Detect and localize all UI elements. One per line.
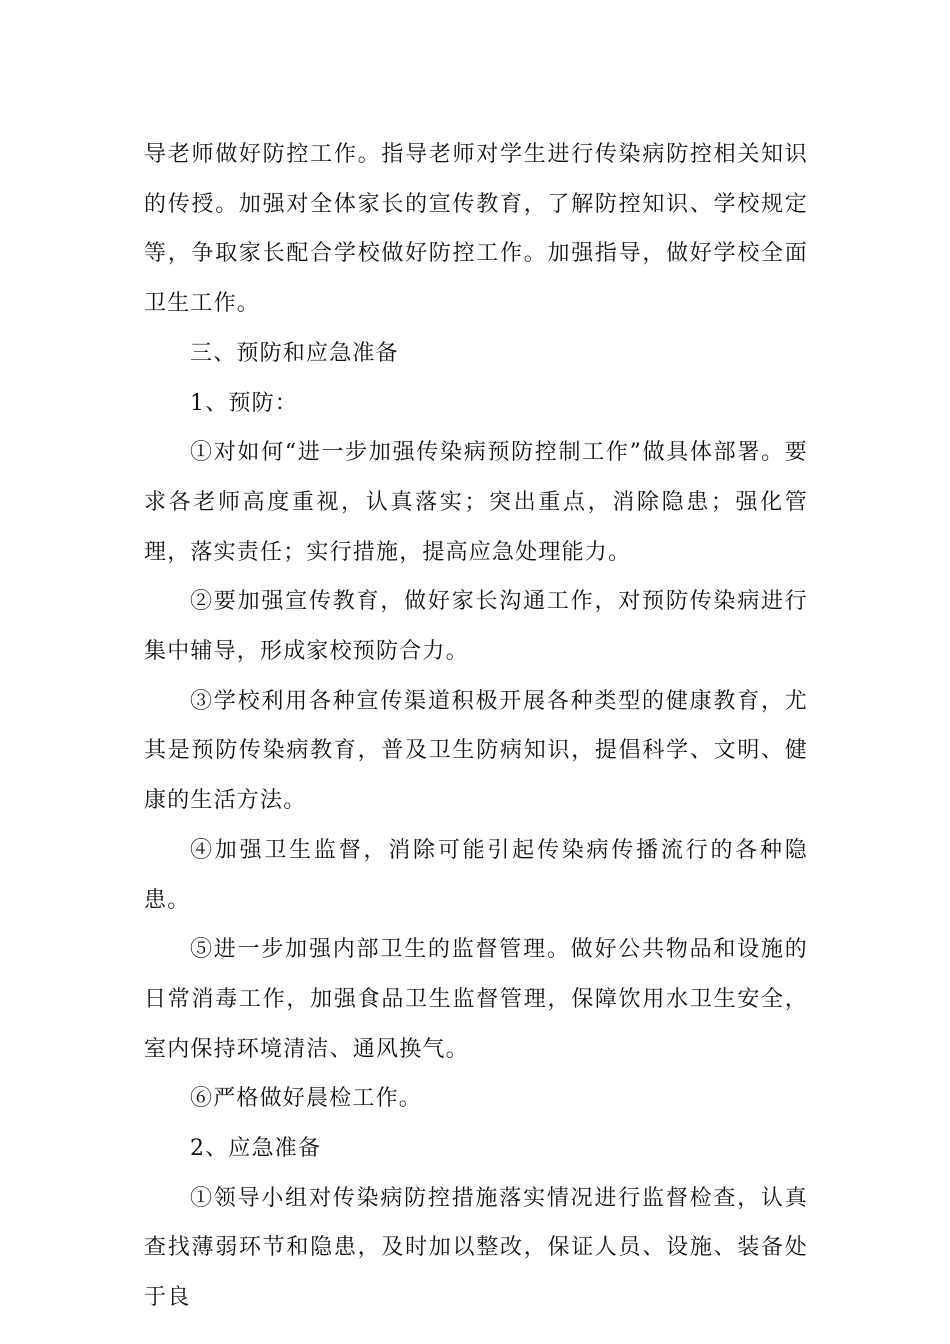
paragraph-item-5: ⑤进一步加强内部卫生的监督管理。做好公共物品和设施的日常消毒工作，加强食品卫生监督管理，保障饮用水卫生安全，室内保持环境清洁、通风换气。: [144, 937, 808, 1062]
paragraph-item-4: ④加强卫生监督，消除可能引起传染病传播流行的各种隐患。: [144, 837, 808, 913]
paragraph-emergency-item-1: ①领导小组对传染病防控措施落实情况进行监督检查，认真查找薄弱环节和隐患，及时加以整改，保证人员、设施、装备处于良: [144, 1185, 808, 1311]
subheading-emergency-preparation: 2、应急准备: [190, 1136, 322, 1162]
paragraph-item-3: ③学校利用各种宣传渠道积极开展各种类型的健康教育，尤其是预防传染病教育，普及卫生防病知识，提倡科学、文明、健康的生活方法。: [144, 688, 808, 814]
paragraph-item-2: ②要加强宣传教育，做好家长沟通工作，对预防传染病进行集中辅导，形成家校预防合力。: [144, 589, 808, 665]
document-body: [144, 130, 808, 1323]
subheading-prevention: 1、预防：: [190, 390, 298, 416]
paragraph-continuation: 导老师做好防控工作。指导老师对学生进行传染病防控相关知识的传授。加强对全体家长的宣传教育，了解防控知识、学校规定等，争取家长配合学校做好防控工作。加强指导，做好学校全面卫生工作。: [144, 142, 808, 317]
paragraph-item-1: ①对如何“进一步加强传染病预防控制工作”做具体部署。要求各老师高度重视，认真落实；突出重点，消除隐患；强化管理，落实责任；实行措施，提高应急处理能力。: [144, 440, 808, 565]
section-heading-prevention-emergency: 三、预防和应急准备: [190, 340, 399, 366]
paragraph-item-6: ⑥严格做好晨检工作。: [190, 1086, 423, 1112]
